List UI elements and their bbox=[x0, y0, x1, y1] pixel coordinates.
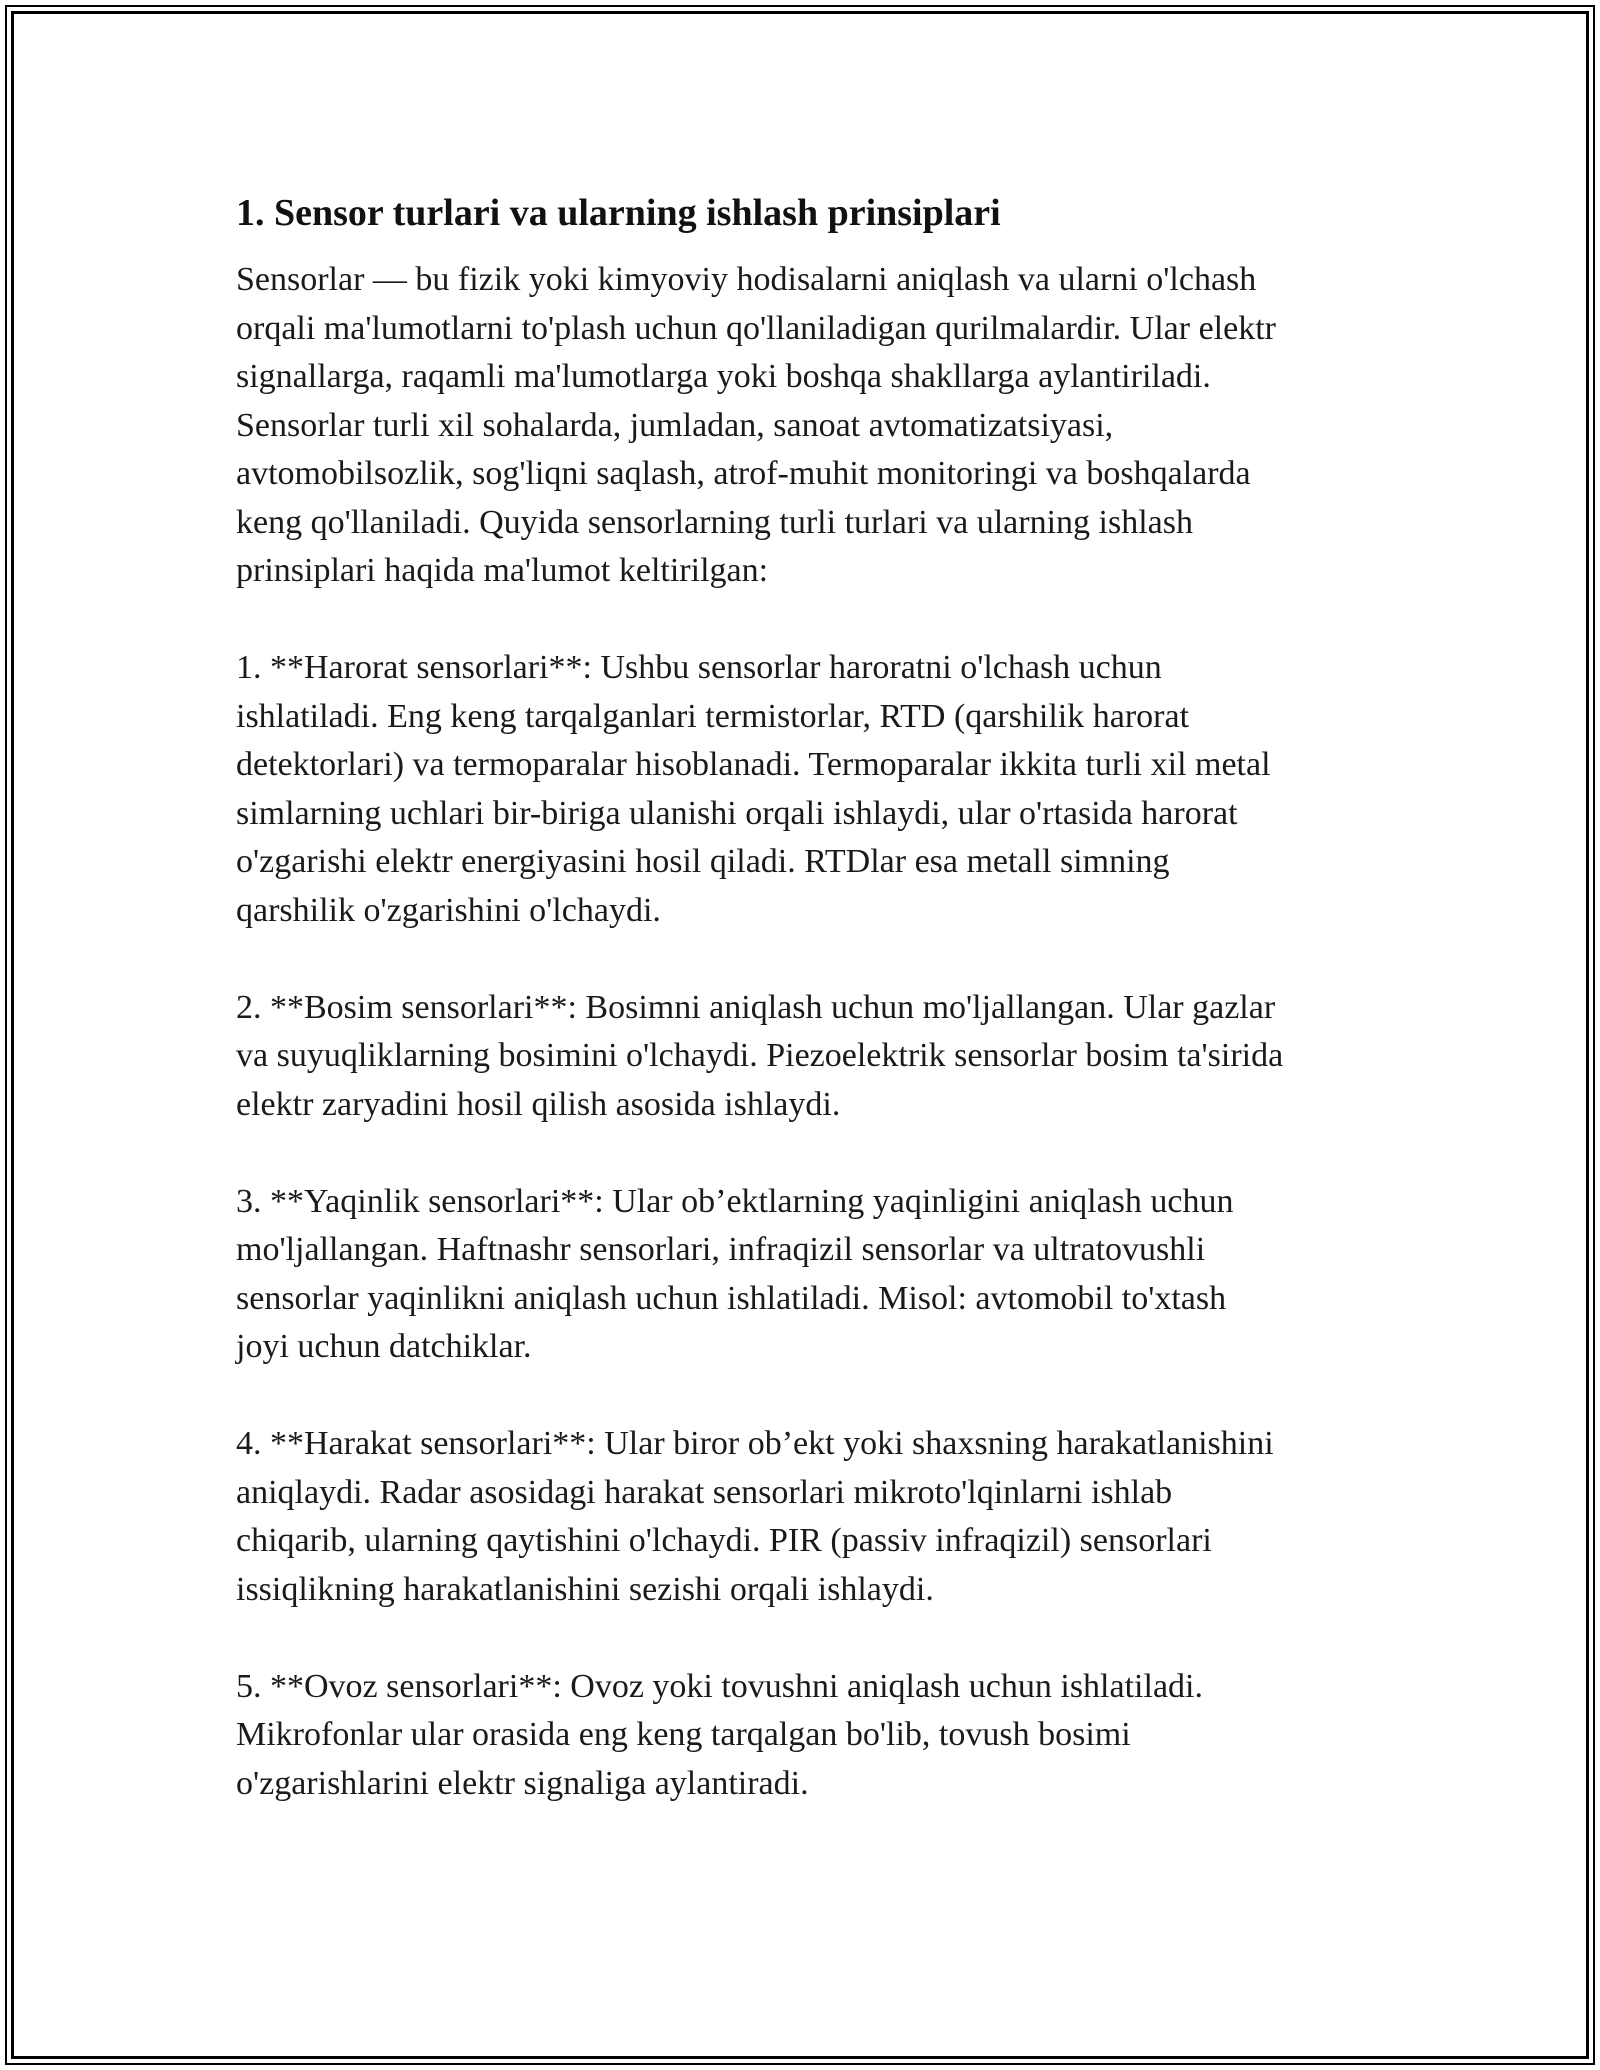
paragraph-sound-sensors: 5. **Ovoz sensorlari**: Ovoz yoki tovushni aniqlash uchun ishlatiladi. Mikrofonlar ular orasida eng keng tarqalgan bo'lib, tovush bosimi o'zgarishlarini elektr signaliga aylantiradi. bbox=[236, 1667, 1203, 1802]
paragraph-motion-sensors: 4. **Harakat sensorlari**: Ular biror ob’ekt yoki shaxsning harakatlanishini aniqlaydi. Radar asosidagi harakat sensorlari mikroto'lqinlarni ishlab chiqarib, ularning qaytishini o'lchaydi. PIR (passiv infraqizil) sensorlari issiqlikning harakatlanishini sezishi orqali ishlaydi. bbox=[236, 1425, 1274, 1608]
paragraph-proximity-sensors: 3. **Yaqinlik sensorlari**: Ular ob’ektlarning yaqinligini aniqlash uchun mo'ljallangan. Haftnashr sensorlari, infraqizil sensorlar va ultratovushli sensorlar yaqinlikni aniqlash uchun ishlatiladi. Misol: avtomobil to'xtash joyi uchun datchiklar. bbox=[236, 1182, 1234, 1365]
intro-paragraph: Sensorlar — bu fizik yoki kimyoviy hodisalarni aniqlash va ularni o'lchash orqali ma'lumotlarni to'plash uchun qo'llaniladigan qurilmalardir. Ular elektr signallarga, raqamli ma'lumotlarga yoki boshqa shakllarga aylantiriladi. Sensorlar turli xil sohalarda, jumladan, sanoat avtomatizatsiyasi, avtomobilsozlik, sog'liqni saqlash, atrof-muhit monitoringi va boshqalarda keng qo'llaniladi. Quyida sensorlarning turli turlari va ularning ishlash prinsiplari haqida ma'lumot keltirilgan: bbox=[236, 261, 1276, 589]
paragraph-pressure-sensors: 2. **Bosim sensorlari**: Bosimni aniqlash uchun mo'ljallangan. Ular gazlar va suyuqliklarning bosimini o'lchaydi. Piezoelektrik sensorlar bosim ta'sirida elektr zaryadini hosil qilish asosida ishlaydi. bbox=[236, 988, 1284, 1123]
page-title: 1. Sensor turlari va ularning ishlash prinsiplari bbox=[236, 192, 1001, 234]
document-body bbox=[236, 186, 1376, 1857]
paragraph-temperature-sensors: 1. **Harorat sensorlari**: Ushbu sensorlar haroratni o'lchash uchun ishlatiladi. Eng keng tarqalganlari termistorlar, RTD (qarshilik harorat detektorlari) va termoparalar hisoblanadi. Termoparalar ikkita turli xil metal simlarning uchlari bir-biriga ulanishi orqali ishlaydi, ular o'rtasida harorat o'zgarishi elektr energiyasini hosil qiladi. RTDlar esa metall simning qarshilik o'zgarishini o'lchaydi. bbox=[236, 649, 1271, 929]
